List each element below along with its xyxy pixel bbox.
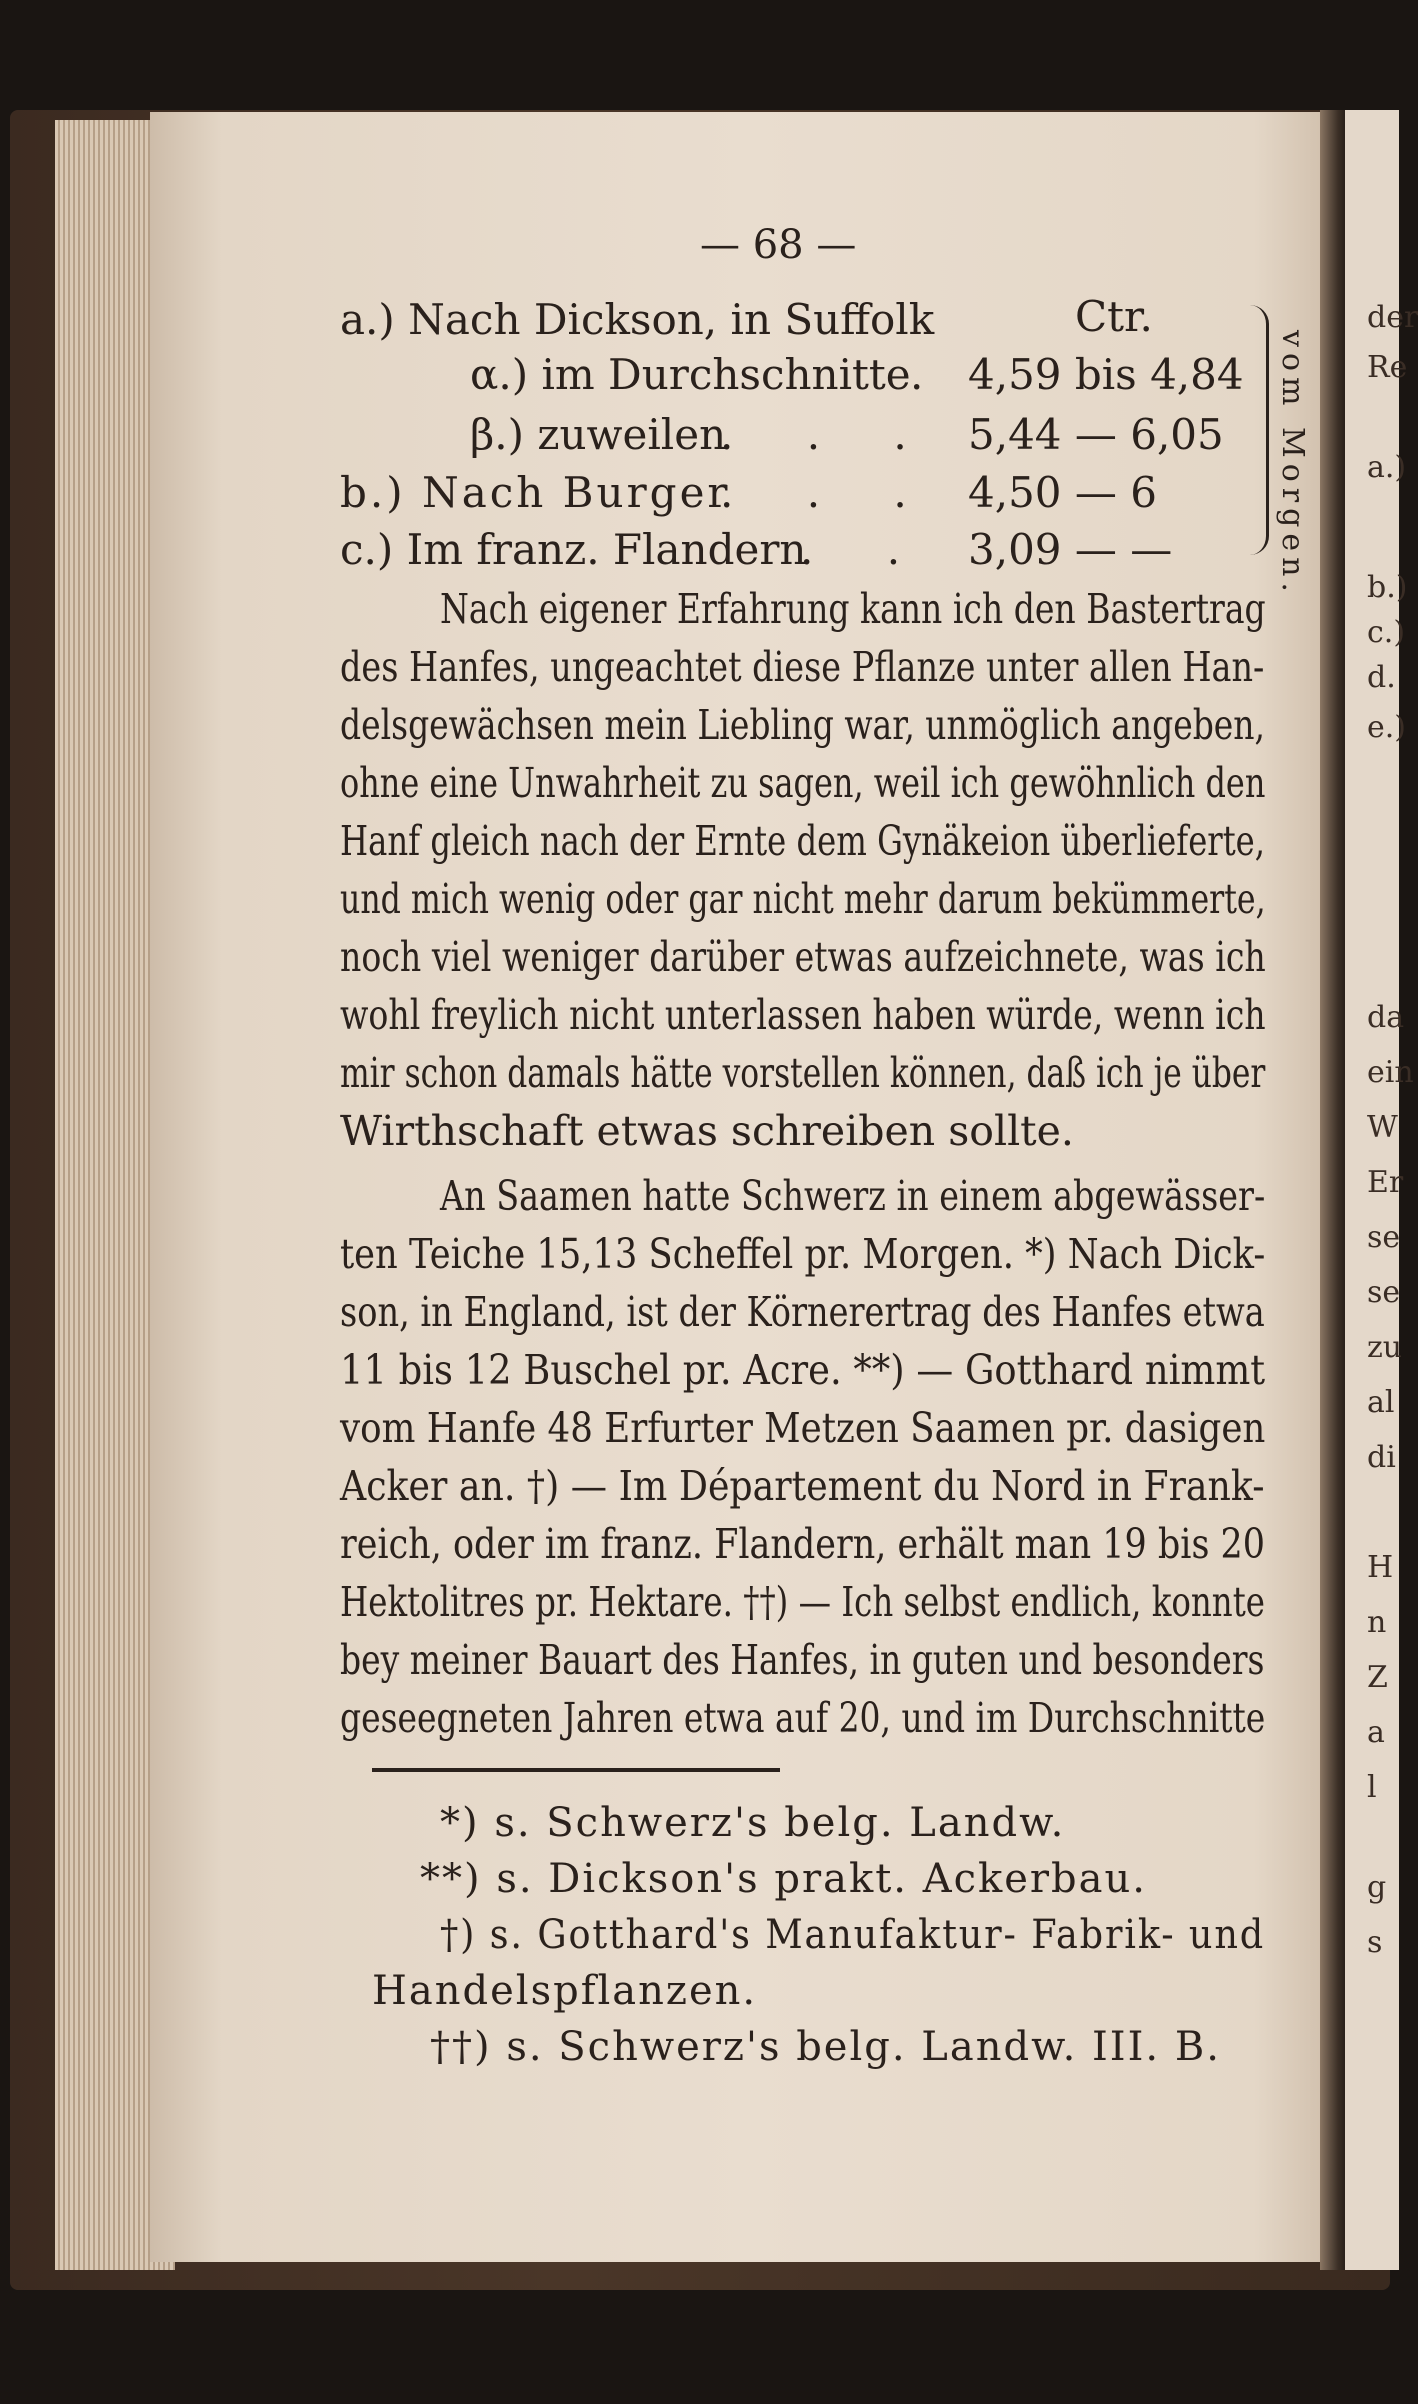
text-line: noch viel weniger darüber etwas aufzeichnete, was ich — [340, 933, 1266, 981]
next-page-fragment: g — [1367, 1870, 1387, 1905]
next-page-fragment: ein — [1367, 1055, 1414, 1090]
text-line: An Saamen hatte Schwerz in einem abgewässer- — [440, 1172, 1266, 1220]
text-line: vom Hanfe 48 Erfurter Metzen Saamen pr. dasigen — [340, 1404, 1266, 1452]
next-page-fragment: d. — [1367, 660, 1396, 695]
table-row-value: 3,09 — — — [968, 525, 1173, 574]
next-page-fragment: Re — [1367, 350, 1408, 385]
footnote: Handelspflanzen. — [372, 1968, 758, 2014]
text-line: ohne eine Unwahrheit zu sagen, weil ich gewöhnlich den — [340, 759, 1266, 807]
footnote: †) s. Gotthard's Manufaktur- Fabrik- und — [440, 1912, 1266, 1958]
text-line: geseegneten Jahren etwa auf 20, und im Durchschnitte — [340, 1694, 1266, 1742]
next-page-fragment: n — [1367, 1605, 1387, 1640]
table-row-dots: . — [910, 350, 924, 399]
text-line: reich, oder im franz. Flandern, erhält man 19 bis 20 — [340, 1520, 1266, 1568]
next-page-fragment: di — [1367, 1440, 1396, 1475]
text-line: Hanf gleich nach der Ernte dem Gynäkeion überlieferte, — [340, 817, 1266, 865]
next-page-fragment: H — [1367, 1550, 1394, 1585]
table-row-label: b.) Nach Burger — [340, 468, 731, 517]
next-page-fragment: al — [1367, 1385, 1395, 1420]
next-page-fragment: e.) — [1367, 710, 1406, 745]
page-number: — 68 — — [700, 222, 857, 268]
next-page-fragment: W — [1367, 1110, 1398, 1145]
next-page-fragment: zu — [1367, 1330, 1403, 1365]
text-line: Wirthschaft etwas schreiben sollte. — [340, 1107, 1074, 1155]
next-page-fragment: c.) — [1367, 615, 1406, 650]
next-page-fragment: Z — [1367, 1660, 1388, 1695]
text-line: bey meiner Bauart des Hanfes, in guten und besonders — [340, 1636, 1265, 1684]
table-row-value: 5,44 — 6,05 — [968, 410, 1224, 459]
table-unit: Ctr. — [1075, 292, 1153, 341]
table-row-label: c.) Im franz. Flandern — [340, 525, 807, 574]
table-row-value: 4,59 bis 4,84 — [968, 350, 1244, 399]
text-line: Hektolitres pr. Hektare. ††) — Ich selbst endlich, konnte — [340, 1578, 1265, 1626]
text-line: wohl freylich nicht unterlassen haben würde, wenn ich — [340, 991, 1266, 1039]
text-line: son, in England, ist der Körnerertrag des Hanfes etwa — [340, 1288, 1265, 1336]
footnote-rule — [372, 1768, 780, 1772]
next-page-fragment: a — [1367, 1715, 1385, 1750]
next-page-strip — [1345, 110, 1418, 2270]
next-page-fragment: b.) — [1367, 570, 1408, 605]
next-page-fragment: da — [1367, 1000, 1405, 1035]
text-line: Nach eigener Erfahrung kann ich den Bastertrag — [440, 585, 1266, 633]
next-page-fragment: s — [1367, 1925, 1383, 1960]
text-line: ten Teiche 15,13 Scheffel pr. Morgen. *) Nach Dick- — [340, 1230, 1266, 1278]
footnote: **) s. Dickson's prakt. Ackerbau. — [420, 1856, 1147, 1902]
text-line: Acker an. †) — Im Département du Nord in Frank- — [340, 1462, 1265, 1510]
table-row-label: β.) zuweilen — [470, 410, 727, 459]
table-row-label: α.) im Durchschnitte — [470, 350, 911, 399]
footnote: ††) s. Schwerz's belg. Landw. III. B. — [430, 2024, 1221, 2070]
table-row-dots: . . . — [720, 410, 937, 459]
text-line: und mich wenig oder gar nicht mehr darum bekümmerte, — [340, 875, 1266, 923]
table-side-note: vom Morgen. — [1275, 330, 1310, 598]
text-line: 11 bis 12 Buschel pr. Acre. **) — Gotthard nimmt — [340, 1346, 1266, 1394]
next-page-fragment: der — [1367, 300, 1418, 335]
text-line: des Hanfes, ungeachtet diese Pflanze unter allen Han- — [340, 643, 1265, 691]
text-line: mir schon damals hätte vorstellen können, daß ich je über — [340, 1049, 1266, 1097]
next-page-fragment: Er — [1367, 1165, 1404, 1200]
next-page-fragment: se — [1367, 1220, 1401, 1255]
table-row-dots: . . — [800, 525, 931, 574]
table-row-value: 4,50 — 6 — [968, 468, 1157, 517]
text-line: delsgewächsen mein Liebling war, unmöglich angeben, — [340, 701, 1266, 749]
table-row-dots: . . . — [720, 468, 937, 517]
next-page-fragment: se — [1367, 1275, 1401, 1310]
next-page-fragment: a.) — [1367, 450, 1407, 485]
next-page-fragment: l — [1367, 1770, 1377, 1805]
footnote: *) s. Schwerz's belg. Landw. — [440, 1800, 1066, 1846]
table-brace — [1250, 305, 1269, 555]
table-row-label: a.) Nach Dickson, in Suffolk — [340, 295, 935, 344]
